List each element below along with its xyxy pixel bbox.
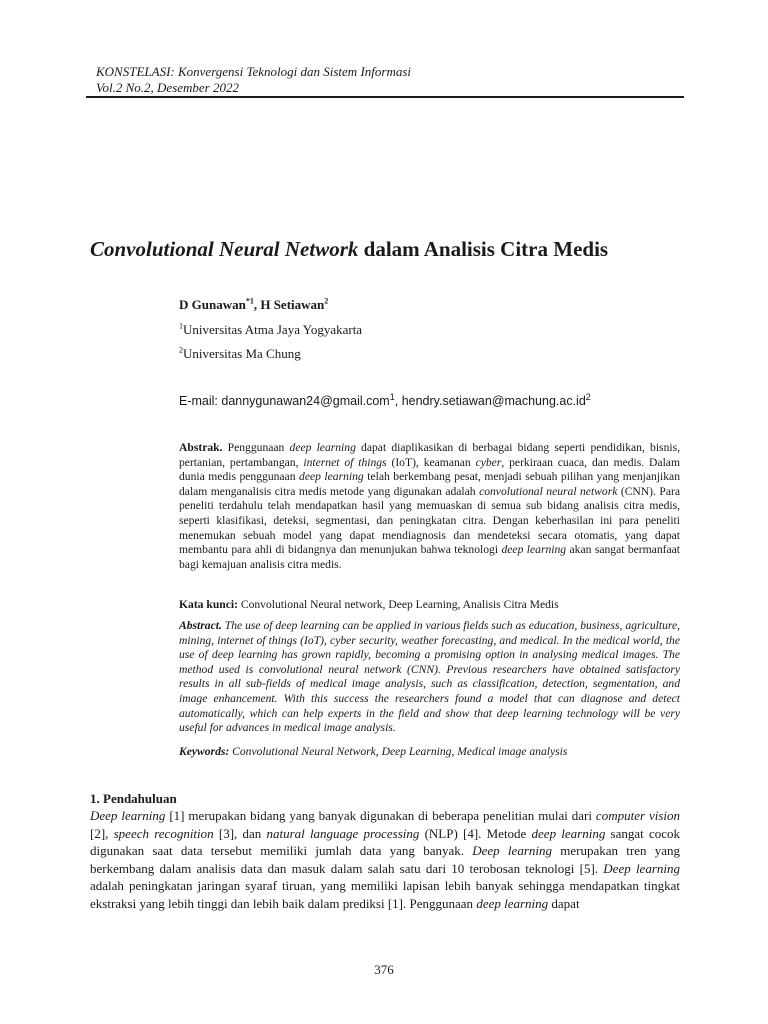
abstrak-text: akan sangat bermanfaat bagi kemajuan analisis citra medis. — [179, 543, 680, 571]
body-text: dapat — [548, 895, 580, 911]
body-term: deep learning — [476, 895, 549, 911]
affiliation-2-text: Universitas Ma Chung — [183, 346, 301, 361]
body-term: Deep learning — [90, 808, 166, 823]
body-term: deep learning — [531, 825, 606, 841]
body-text: [2], — [90, 825, 114, 841]
abstrak-text: Penggunaan — [222, 441, 290, 454]
body-term: Deep learning — [603, 860, 680, 876]
journal-name: KONSTELASI: Konvergensi Teknologi dan Sistem Informasi — [96, 64, 412, 79]
body-term: computer vision — [595, 808, 681, 823]
body-text: [1] merupakan bidang yang banyak digunakan di beberapa penelitian mulai dari — [165, 808, 596, 823]
keywords-line — [179, 745, 680, 760]
abstract-text: The use of deep learning can be applied in various fields such as education, business, agriculture, mining, internet of things (IoT), cyber security, weather forecasting, and medical. In the medical world, the use of deep learning has grown rapidly, becoming a promising option in analysing medical images. The method used is convolutional neural network (CNN). Previous researchers have obtained satisfactory results in all sub-fields of medical image analysis, such as classification, detection, segmentation, and image enhancement. With this success the researchers found a model that can diagnose and detect automatically, which can help experts in the field and show that deep learning technology will be very useful for advances in medical image analysis. — [179, 619, 680, 735]
abstrak-text: (CNN). Para peneliti terdahulu telah mendapatkan hasil yang memuaskan di semua sub bidang analisis citra medis, seperti klasifikasi, deteksi, segmentasi, dan peningkatan citra. Dengan keberhasilan ini para peneliti menemukan sebuah model yang dapat mendiagnosis dan mendeteksi secara otomatis, yang dapat membantu para ahli di bidangnya dan menunjukan bahwa teknologi — [179, 484, 680, 557]
title-italic-part: Convolutional Neural Network — [90, 237, 359, 261]
abstrak-term: deep learning — [289, 441, 356, 454]
author-list — [179, 297, 328, 313]
email-label: E-mail: — [179, 394, 222, 408]
body-text: merupakan tren yang berkembang dalam analisis data dan masuk dalam salah satu dari 10 terobosan teknologi [5]. — [90, 843, 681, 876]
page-number: 376 — [374, 962, 394, 977]
abstrak-term: cyber — [475, 455, 502, 469]
author-separator: , — [253, 297, 261, 312]
author-1: D Gunawan — [179, 297, 246, 312]
body-text: sangat cocok digunakan saat data tersebut memiliki jumlah data yang banyak. — [90, 825, 680, 859]
body-text: adalah peningkatan jaringan syaraf tiruan, yang memiliki lapisan lebih banyak sehingga mendapatkan tingkat ekstraksi yang lebih tinggi dan lebih baik dalam prediksi [1]. Penggunaan — [90, 878, 680, 911]
author-1-marker: *1 — [245, 296, 254, 306]
email-1[interactable]: dannygunawan24@gmail.com — [221, 394, 390, 408]
abstrak-term: convolutional neural network — [479, 484, 618, 498]
section-body — [90, 807, 680, 913]
affiliation-2-marker: 2 — [179, 345, 183, 355]
email-separator: , — [394, 394, 402, 408]
journal-header — [96, 64, 411, 96]
email-line — [179, 391, 591, 408]
body-term: natural language processing — [266, 825, 420, 841]
author-2: H Setiawan — [260, 297, 325, 312]
email-2-marker: 2 — [585, 391, 591, 402]
abstrak-label: Abstrak. — [179, 441, 223, 454]
kata-kunci-label: Kata kunci: — [179, 598, 238, 611]
affiliation-1 — [179, 322, 362, 338]
abstrak-term: deep learning — [501, 543, 567, 557]
abstrak-term: internet of things — [303, 455, 387, 469]
body-text: [3], dan — [213, 825, 267, 841]
author-2-marker: 2 — [324, 296, 329, 306]
email-2[interactable]: hendry.setiawan@machung.ac.id — [401, 394, 586, 408]
kata-kunci-text: Convolutional Neural network, Deep Learning, Analisis Citra Medis — [237, 598, 559, 611]
body-term: speech recognition — [113, 825, 214, 841]
kata-kunci-line — [179, 598, 680, 613]
abstrak-text: (IoT), keamanan — [386, 455, 476, 469]
abstrak-text: , perkiraan cuaca, dan medis. Dalam dunia medis penggunaan — [179, 455, 680, 484]
abstrak-term: deep learning — [299, 470, 364, 484]
body-text: (NLP) [4]. Metode — [419, 825, 532, 841]
keywords-label: Keywords: — [179, 745, 230, 758]
affiliation-1-marker: 1 — [179, 321, 183, 331]
section-introduction — [90, 791, 680, 913]
paper-title — [90, 236, 690, 262]
title-rest: dalam Analisis Citra Medis — [358, 237, 609, 261]
affiliation-2 — [179, 346, 301, 362]
header-rule — [86, 96, 684, 98]
abstract-paragraph — [179, 619, 680, 736]
body-term: Deep learning — [472, 843, 552, 859]
abstract-label: Abstract. — [179, 619, 222, 632]
journal-issue: Vol.2 No.2, Desember 2022 — [96, 80, 239, 95]
keywords-text: Convolutional Neural Network, Deep Learning, Medical image analysis — [229, 745, 568, 758]
email-1-marker: 1 — [389, 391, 395, 402]
abstrak-text: dapat diaplikasikan di berbagai bidang seperti pendidikan, bisnis, pertanian, pertambangan, — [179, 441, 680, 469]
section-heading: 1. Pendahuluan — [90, 791, 177, 806]
abstrak-text: telah berkembang pesat, menjadi sebuah pilihan yang menjanjikan dalam menganalisis citra medis metode yang digunakan adalah — [179, 470, 681, 498]
affiliation-1-text: Universitas Atma Jaya Yogyakarta — [183, 322, 363, 337]
abstrak-paragraph — [179, 441, 680, 572]
